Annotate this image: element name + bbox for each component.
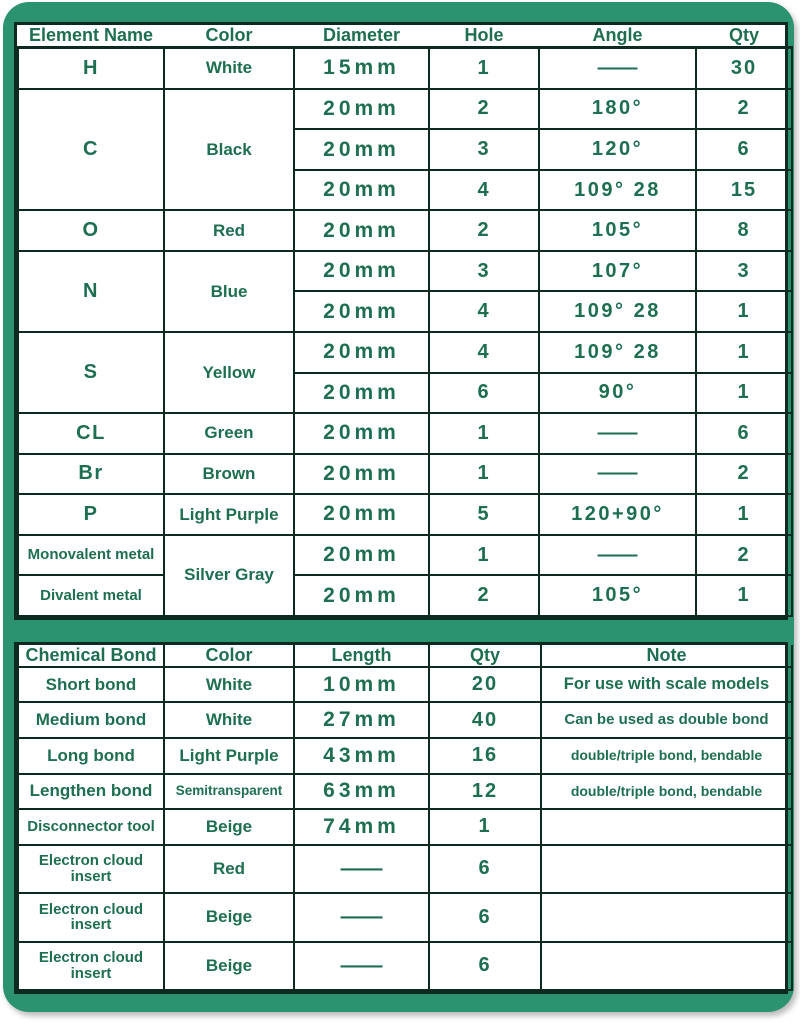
cell-chemical-bond: Medium bond	[18, 702, 164, 738]
cell-element-name: S	[18, 332, 164, 413]
cell-angle: ——	[539, 535, 696, 576]
cell-diameter: 20mm	[294, 251, 429, 292]
header-row	[18, 25, 792, 47]
cell-qty: 6	[696, 129, 792, 170]
cell-hole: 4	[429, 170, 539, 211]
table-row	[18, 332, 792, 373]
cell-qty: 1	[696, 291, 792, 332]
header-qty: Qty	[696, 25, 792, 47]
cell-diameter: 20mm	[294, 291, 429, 332]
cell-qty: 1	[429, 809, 541, 845]
cell-qty: 8	[696, 210, 792, 251]
header-color: Color	[164, 645, 294, 667]
cell-qty: 6	[429, 845, 541, 893]
cell-angle: ——	[539, 413, 696, 454]
cell-element-name: Monovalent metal	[18, 535, 164, 576]
cell-note	[541, 893, 792, 941]
cell-chemical-bond: Long bond	[18, 738, 164, 774]
cell-element-name: O	[18, 210, 164, 251]
cell-qty: 15	[696, 170, 792, 211]
cell-note: For use with scale models	[541, 667, 792, 703]
cell-note: double/triple bond, bendable	[541, 774, 792, 810]
cell-angle: 107°	[539, 251, 696, 292]
cell-qty: 2	[696, 89, 792, 130]
cell-element-name: H	[18, 47, 164, 88]
cell-length: ——	[294, 893, 429, 941]
cell-hole: 1	[429, 454, 539, 495]
bonds-table	[17, 645, 793, 991]
cell-color: White	[164, 702, 294, 738]
table-row	[18, 667, 792, 703]
table-row	[18, 47, 792, 88]
cell-angle: 109° 28	[539, 332, 696, 373]
cell-hole: 3	[429, 251, 539, 292]
cell-color: Yellow	[164, 332, 294, 413]
cell-hole: 2	[429, 89, 539, 130]
table-row	[18, 535, 792, 576]
cell-note: Can be used as double bond	[541, 702, 792, 738]
cell-note	[541, 942, 792, 991]
cell-angle: ——	[539, 454, 696, 495]
cell-diameter: 20mm	[294, 413, 429, 454]
table-row	[18, 454, 792, 495]
table-row	[18, 774, 792, 810]
cell-color: Beige	[164, 809, 294, 845]
cell-angle: 90°	[539, 373, 696, 414]
cell-diameter: 20mm	[294, 332, 429, 373]
header-row	[18, 645, 792, 667]
cell-color: Brown	[164, 454, 294, 495]
cell-diameter: 20mm	[294, 494, 429, 535]
cell-length: 27mm	[294, 702, 429, 738]
cell-qty: 12	[429, 774, 541, 810]
cell-chemical-bond: Short bond	[18, 667, 164, 703]
header-length: Length	[294, 645, 429, 667]
cell-hole: 4	[429, 291, 539, 332]
table-row	[18, 494, 792, 535]
cell-chemical-bond: Electron cloud insert	[18, 893, 164, 941]
cell-qty: 20	[429, 667, 541, 703]
elements-table	[17, 25, 793, 617]
cell-hole: 2	[429, 210, 539, 251]
cell-length: ——	[294, 942, 429, 991]
header-chemical-bond: Chemical Bond	[18, 645, 164, 667]
cell-qty: 6	[429, 942, 541, 991]
green-card	[3, 2, 794, 1012]
cell-note	[541, 809, 792, 845]
cell-qty: 2	[696, 535, 792, 576]
cell-qty: 1	[696, 332, 792, 373]
cell-qty: 1	[696, 494, 792, 535]
header-angle: Angle	[539, 25, 696, 47]
cell-angle: 120+90°	[539, 494, 696, 535]
header-hole: Hole	[429, 25, 539, 47]
header-diameter: Diameter	[294, 25, 429, 47]
cell-qty: 1	[696, 575, 792, 616]
cell-element-name: Br	[18, 454, 164, 495]
table-row	[18, 210, 792, 251]
cell-color: White	[164, 667, 294, 703]
cell-qty: 3	[696, 251, 792, 292]
table-row	[18, 702, 792, 738]
cell-angle: ——	[539, 47, 696, 88]
cell-hole: 1	[429, 535, 539, 576]
cell-color: White	[164, 47, 294, 88]
cell-hole: 1	[429, 47, 539, 88]
cell-length: 43mm	[294, 738, 429, 774]
cell-note	[541, 845, 792, 893]
bonds-table-panel	[14, 642, 788, 994]
header-note: Note	[541, 645, 792, 667]
cell-diameter: 20mm	[294, 89, 429, 130]
cell-diameter: 20mm	[294, 129, 429, 170]
header-qty: Qty	[429, 645, 541, 667]
cell-hole: 2	[429, 575, 539, 616]
header-element-name: Element Name	[18, 25, 164, 47]
elements-table-panel	[14, 22, 788, 620]
cell-length: 10mm	[294, 667, 429, 703]
cell-chemical-bond: Lengthen bond	[18, 774, 164, 810]
cell-color: Blue	[164, 251, 294, 332]
cell-length: ——	[294, 845, 429, 893]
table-row	[18, 575, 792, 616]
cell-length: 74mm	[294, 809, 429, 845]
table-row	[18, 89, 792, 130]
cell-angle: 180°	[539, 89, 696, 130]
cell-angle: 109° 28	[539, 170, 696, 211]
cell-angle: 120°	[539, 129, 696, 170]
cell-qty: 40	[429, 702, 541, 738]
cell-diameter: 20mm	[294, 210, 429, 251]
table-row	[18, 845, 792, 893]
cell-qty: 1	[696, 373, 792, 414]
cell-hole: 1	[429, 413, 539, 454]
cell-angle: 109° 28	[539, 291, 696, 332]
cell-hole: 3	[429, 129, 539, 170]
cell-color: Beige	[164, 942, 294, 991]
cell-qty: 6	[429, 893, 541, 941]
cell-element-name: Divalent metal	[18, 575, 164, 616]
cell-note: double/triple bond, bendable	[541, 738, 792, 774]
cell-color: Semitransparent	[164, 774, 294, 810]
cell-color: Light Purple	[164, 738, 294, 774]
cell-diameter: 20mm	[294, 535, 429, 576]
table-row	[18, 893, 792, 941]
cell-color: Beige	[164, 893, 294, 941]
cell-diameter: 20mm	[294, 454, 429, 495]
table-row	[18, 809, 792, 845]
cell-color: Red	[164, 845, 294, 893]
cell-diameter: 20mm	[294, 170, 429, 211]
header-color: Color	[164, 25, 294, 47]
table-row	[18, 738, 792, 774]
cell-hole: 4	[429, 332, 539, 373]
cell-color: Red	[164, 210, 294, 251]
cell-color: Green	[164, 413, 294, 454]
cell-element-name: C	[18, 89, 164, 211]
cell-chemical-bond: Electron cloud insert	[18, 845, 164, 893]
cell-angle: 105°	[539, 210, 696, 251]
cell-color: Silver Gray	[164, 535, 294, 616]
cell-angle: 105°	[539, 575, 696, 616]
table-row	[18, 413, 792, 454]
cell-element-name: P	[18, 494, 164, 535]
cell-diameter: 20mm	[294, 373, 429, 414]
cell-hole: 6	[429, 373, 539, 414]
cell-qty: 2	[696, 454, 792, 495]
table-row	[18, 942, 792, 991]
cell-color: Black	[164, 89, 294, 211]
cell-chemical-bond: Disconnector tool	[18, 809, 164, 845]
cell-chemical-bond: Electron cloud insert	[18, 942, 164, 991]
cell-element-name: CL	[18, 413, 164, 454]
cell-element-name: N	[18, 251, 164, 332]
cell-color: Light Purple	[164, 494, 294, 535]
cell-qty: 16	[429, 738, 541, 774]
cell-qty: 6	[696, 413, 792, 454]
cell-diameter: 20mm	[294, 575, 429, 616]
cell-qty: 30	[696, 47, 792, 88]
table-row	[18, 251, 792, 292]
cell-hole: 5	[429, 494, 539, 535]
cell-length: 63mm	[294, 774, 429, 810]
cell-diameter: 15mm	[294, 47, 429, 88]
